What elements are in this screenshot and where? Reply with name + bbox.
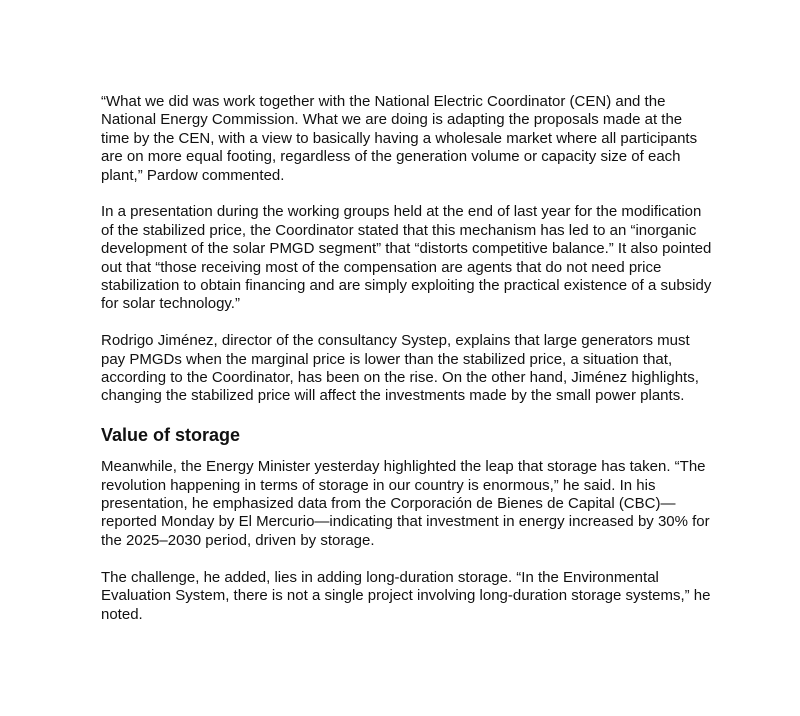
paragraph-pardow-quote: “What we did was work together with the National Electric Coordinator (CEN) and the National Energy Commission. What we are doing is adapting the proposals made at the time by the CEN, with a view to basically having a wholesale market where all participants are on more equal footing, regardless of the generation volume or capacity size of each plant,” Pardow commented. — [101, 93, 698, 184]
section-heading-value-of-storage: Value of storage — [101, 425, 241, 446]
paragraph-long-duration-storage: The challenge, he added, lies in adding long-duration storage. “In the Environmental Evaluation System, there is not a single project involving long-duration storage systems,” he noted. — [101, 568, 711, 623]
paragraph-rodrigo-jimenez: Rodrigo Jiménez, director of the consultancy Systep, explains that large generators must pay PMGDs when the marginal price is lower than the stabilized price, a situation that, according to the Coordinator, has been on the rise. On the other hand, Jiménez highlights, changing the stabilized price will affect the investments made by the small power plants. — [101, 332, 699, 405]
paragraph-energy-minister: Meanwhile, the Energy Minister yesterday highlighted the leap that storage has taken. “The revolution happening in terms of storage in our country is enormous,” he said. In his presentation, he emphasized data from the Corporación de Bienes de Capital (CBC)—reported Monday by El Mercurio—indicating that investment in energy increased by 30% for the 2025–2030 period, driven by storage. — [101, 458, 710, 549]
paragraph-coordinator-presentation: In a presentation during the working groups held at the end of last year for the modification of the stabilized price, the Coordinator stated that this mechanism has led to an “inorganic development of the solar PMGD segment” that “distorts competitive balance.” It also pointed out that “those receiving most of the compensation are agents that do not need price stabilization to obtain financing and are simply exploiting the practical existence of a subsidy for solar technology.” — [101, 203, 712, 313]
article-body — [101, 93, 713, 642]
